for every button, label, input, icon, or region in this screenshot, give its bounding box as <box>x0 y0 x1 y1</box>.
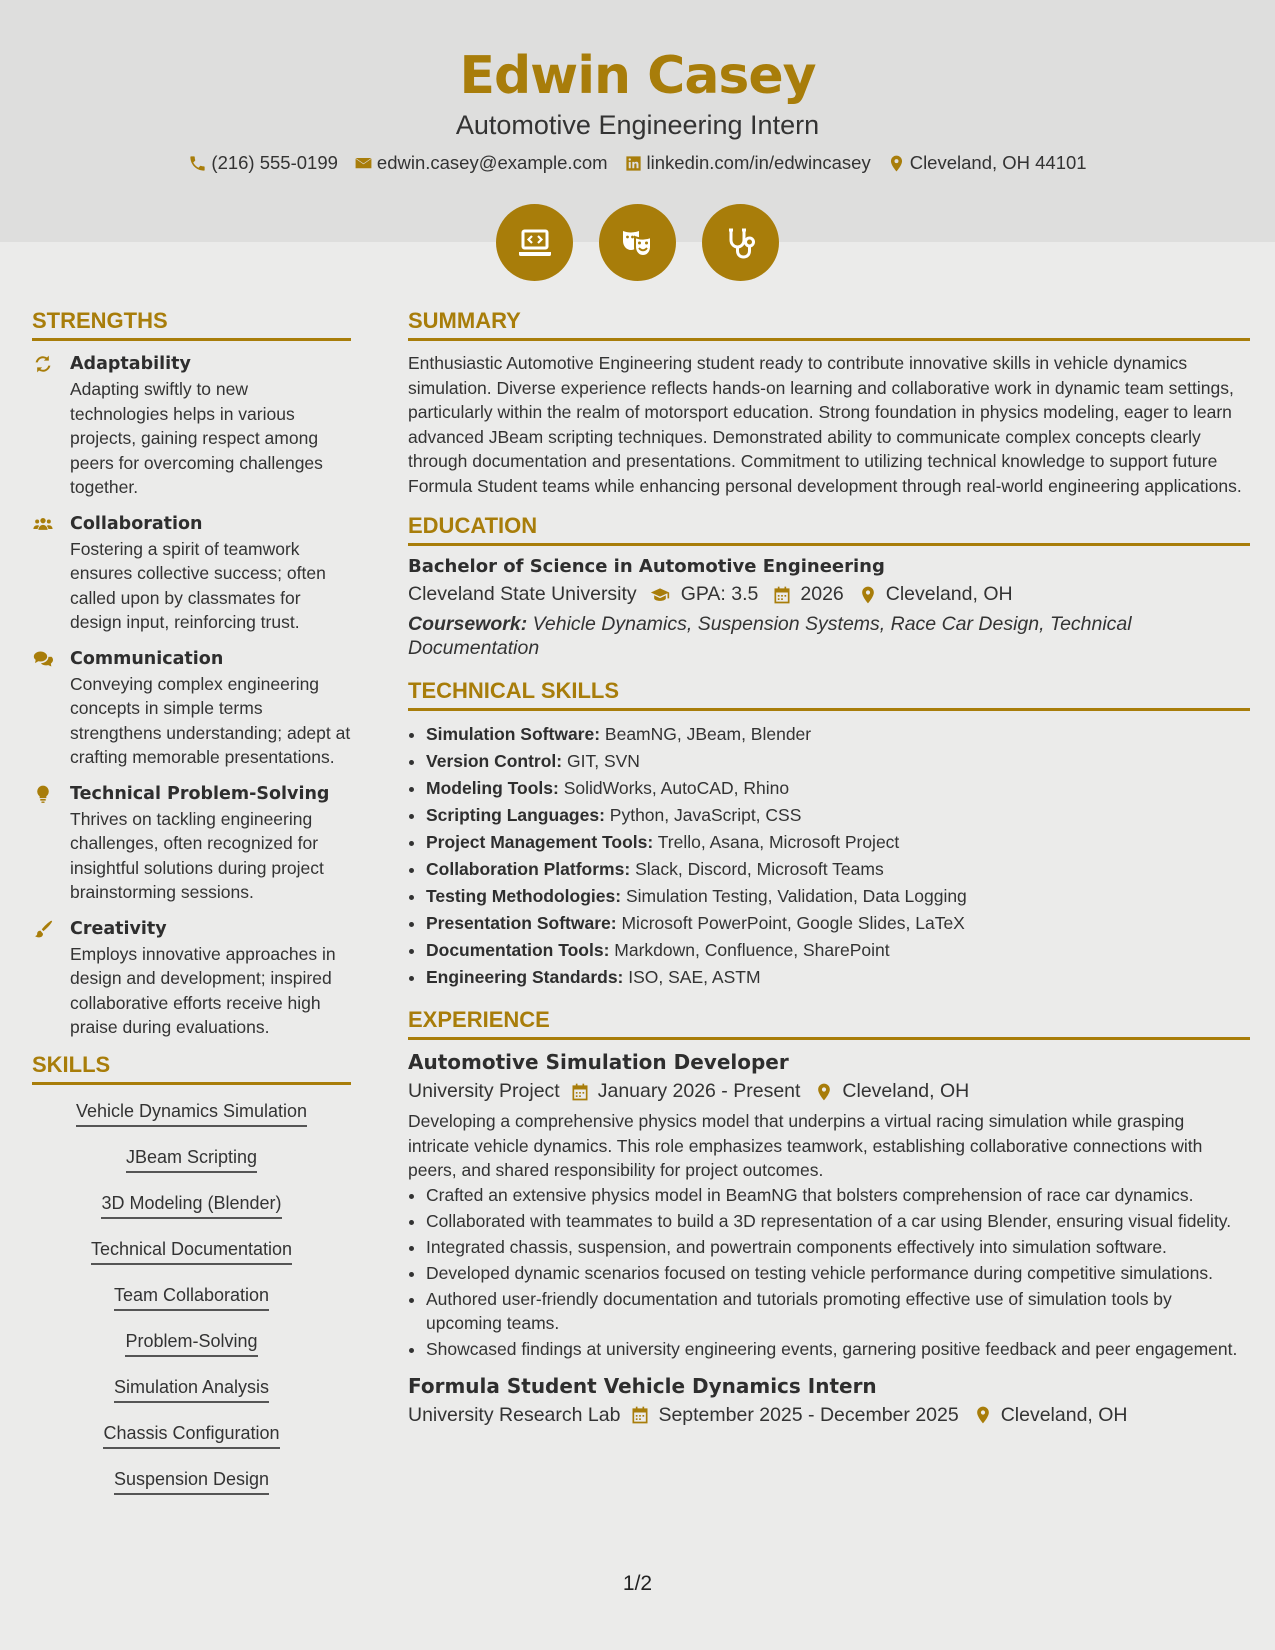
tech-label: Presentation Software: <box>426 913 617 933</box>
list-item: • Collaborated with teammates to build a 3D representation of a car using Blender, ensuring visual fidelity. <box>426 1209 1250 1234</box>
tech-value: GIT, SVN <box>567 751 640 771</box>
list-item <box>426 964 1250 991</box>
graduation-cap-icon <box>647 585 673 605</box>
tech-value: ISO, SAE, ASTM <box>628 967 761 987</box>
strength-name: Adaptability <box>70 354 191 374</box>
list-item <box>426 856 1250 883</box>
job-role: Formula Student Vehicle Dynamics Intern <box>408 1373 877 1398</box>
strength-name: Collaboration <box>70 513 203 534</box>
job-org: University Project <box>408 1080 560 1102</box>
list-item <box>426 802 1250 829</box>
skills-list <box>32 1095 351 1509</box>
list-item <box>426 721 1250 748</box>
education-meta <box>408 583 1250 606</box>
strength-name: Technical Problem-Solving <box>70 783 330 804</box>
job-meta <box>408 1080 1250 1103</box>
contact-linkedin[interactable] <box>624 152 871 174</box>
list-item <box>426 748 1250 775</box>
left-column <box>32 308 351 1509</box>
envelope-icon <box>354 154 373 173</box>
list-item <box>426 829 1250 856</box>
tech-label: Testing Methodologies: <box>426 886 622 906</box>
degree-title: Bachelor of Science in Automotive Engineering <box>408 556 885 577</box>
strength-item <box>32 511 351 635</box>
skills-heading: SKILLS <box>32 1052 351 1085</box>
tech-value: Simulation Testing, Validation, Data Logging <box>625 886 967 906</box>
linkedin-text: linkedin.com/in/edwincasey <box>646 152 871 173</box>
theater-masks-icon <box>599 204 676 281</box>
contact-bar <box>0 152 1275 174</box>
paint-brush-icon <box>32 919 54 939</box>
job-bullets <box>408 1183 1250 1362</box>
strength-desc: Thrives on tackling engineering challenges, often recognized for insightful solutions during project brainstorming sessions. <box>70 808 324 902</box>
strength-desc: Conveying complex engineering concepts in simple terms strengthens understanding; adept at crafting memorable presentations. <box>70 673 351 767</box>
list-item: • Showcased findings at university engineering events, garnering positive feedback and peer engagement. <box>426 1337 1250 1362</box>
calendar-icon <box>772 585 792 605</box>
job-title: Automotive Engineering Intern <box>455 110 820 140</box>
strength-item <box>32 351 351 500</box>
list-item: • Authored user-friendly documentation and tutorials promoting effective use of simulation tools by upcoming teams. <box>426 1287 1250 1336</box>
page-number: 1/2 <box>622 1572 653 1595</box>
tech-label: Simulation Software: <box>426 724 601 744</box>
map-marker-icon <box>858 585 878 605</box>
coursework <box>408 612 1250 660</box>
map-marker-icon <box>887 154 906 173</box>
skill-tag: Suspension Design <box>114 1469 269 1495</box>
grad-year: 2026 <box>800 583 844 605</box>
job-dates: January 2026 - Present <box>597 1080 801 1102</box>
tech-value: Microsoft PowerPoint, Google Slides, LaTeX <box>621 913 965 933</box>
job-org: University Research Lab <box>408 1403 621 1426</box>
education-location: Cleveland, OH <box>885 583 1013 605</box>
strength-item <box>32 916 351 1040</box>
strength-desc: Employs innovative approaches in design and development; inspired collaborative efforts receive high praise during evaluations. <box>70 943 336 1037</box>
job-meta <box>408 1404 1250 1427</box>
skill-tag: Vehicle Dynamics Simulation <box>76 1101 307 1127</box>
coursework-list: Vehicle Dynamics, Suspension Systems, Race Car Design, Technical Documentation <box>408 613 1132 659</box>
tech-value: Trello, Asana, Microsoft Project <box>657 832 900 852</box>
calendar-icon <box>630 1405 650 1425</box>
strengths-heading: STRENGTHS <box>32 308 351 341</box>
calendar-icon <box>570 1082 590 1102</box>
list-item <box>426 883 1250 910</box>
location-text: Cleveland, OH 44101 <box>909 152 1087 173</box>
skill-tag: 3D Modeling (Blender) <box>101 1193 281 1219</box>
education-heading: EDUCATION <box>408 513 1250 546</box>
sync-icon <box>32 354 54 374</box>
tech-label: Collaboration Platforms: <box>426 859 631 879</box>
tech-label: Documentation Tools: <box>426 940 610 960</box>
candidate-name: Edwin Casey <box>459 46 816 106</box>
tech-label: Modeling Tools: <box>426 778 559 798</box>
list-item <box>426 910 1250 937</box>
tech-value: Slack, Discord, Microsoft Teams <box>635 859 884 879</box>
strength-desc: Fostering a spirit of teamwork ensures collective success; often called upon by classmates for design input, reinforcing trust. <box>70 538 326 632</box>
list-item <box>426 775 1250 802</box>
interest-icons <box>0 204 1275 281</box>
right-column <box>408 308 1250 1433</box>
strength-desc: Adapting swiftly to new technologies helps in various projects, gaining respect among peers for overcoming challenges together. <box>70 379 323 497</box>
job-role: Automotive Simulation Developer <box>408 1050 789 1074</box>
tech-value: BeamNG, JBeam, Blender <box>604 724 812 744</box>
school-name: Cleveland State University <box>408 583 637 605</box>
stethoscope-icon <box>702 204 779 281</box>
technical-skills-list <box>408 721 1250 991</box>
skill-tag: Simulation Analysis <box>114 1377 269 1403</box>
list-item: • Developed dynamic scenarios focused on testing vehicle performance during competitive simulations. <box>426 1261 1250 1286</box>
strength-item <box>32 646 351 770</box>
experience-heading: EXPERIENCE <box>408 1007 1250 1040</box>
strength-item <box>32 781 351 905</box>
lightbulb-icon <box>32 784 54 804</box>
contact-email[interactable] <box>354 152 608 174</box>
skill-tag: Chassis Configuration <box>103 1423 279 1449</box>
list-item: • Integrated chassis, suspension, and powertrain components effectively into simulation software. <box>426 1235 1250 1260</box>
tech-label: Project Management Tools: <box>426 832 654 852</box>
phone-text: (216) 555-0199 <box>211 152 338 173</box>
users-icon <box>32 514 54 534</box>
comments-icon <box>32 649 54 669</box>
phone-icon <box>188 154 207 173</box>
skill-tag: Technical Documentation <box>91 1239 292 1265</box>
summary-heading: SUMMARY <box>408 308 1250 341</box>
list-item <box>426 937 1250 964</box>
skill-tag: Team Collaboration <box>114 1285 269 1311</box>
job-dates: September 2025 - December 2025 <box>658 1403 959 1426</box>
email-text: edwin.casey@example.com <box>376 152 608 173</box>
tech-label: Scripting Languages: <box>426 805 605 825</box>
contact-location <box>887 152 1087 174</box>
tech-value: Python, JavaScript, CSS <box>609 805 802 825</box>
laptop-code-icon <box>496 204 573 281</box>
skill-tag: Problem-Solving <box>125 1331 257 1357</box>
summary-text: Enthusiastic Automotive Engineering student ready to contribute innovative skills in vehicle dynamics simulation. Diverse experience reflects hands-on learning and collaborative work in dynamic team settings, particularly within the realm of motorsport education. Strong foundation in physics modeling, eager to learn advanced JBeam scripting techniques. Demonstrated ability to communicate complex concepts clearly through documentation and presentations. Commitment to utilizing technical knowledge to support future Formula Student teams while enhancing personal development through real-world engineering applications. <box>408 353 1242 496</box>
tech-value: SolidWorks, AutoCAD, Rhino <box>563 778 790 798</box>
tech-label: Version Control: <box>426 751 563 771</box>
job-description: Developing a comprehensive physics model that underpins a virtual racing simulation while grasping intricate vehicle dynamics. This role emphasizes teamwork, establishing collaborative connections with peers, and shared responsibility for project outcomes. <box>408 1111 1203 1180</box>
map-marker-icon <box>973 1405 993 1425</box>
contact-phone[interactable] <box>188 152 338 174</box>
gpa-text: GPA: 3.5 <box>680 583 759 605</box>
coursework-label: Coursework: <box>408 613 528 635</box>
map-marker-icon <box>814 1082 834 1102</box>
list-item: • Crafted an extensive physics model in BeamNG that bolsters comprehension of race car dynamics. <box>426 1183 1250 1208</box>
strength-name: Creativity <box>70 918 167 939</box>
linkedin-icon <box>624 154 643 173</box>
tech-label: Engineering Standards: <box>426 967 624 987</box>
job-location: Cleveland, OH <box>842 1080 970 1102</box>
tech-value: Markdown, Confluence, SharePoint <box>614 940 890 960</box>
strength-name: Communication <box>70 648 224 669</box>
job-location: Cleveland, OH <box>1000 1403 1128 1426</box>
technical-skills-heading: TECHNICAL SKILLS <box>408 678 1250 711</box>
skill-tag: JBeam Scripting <box>126 1147 257 1173</box>
